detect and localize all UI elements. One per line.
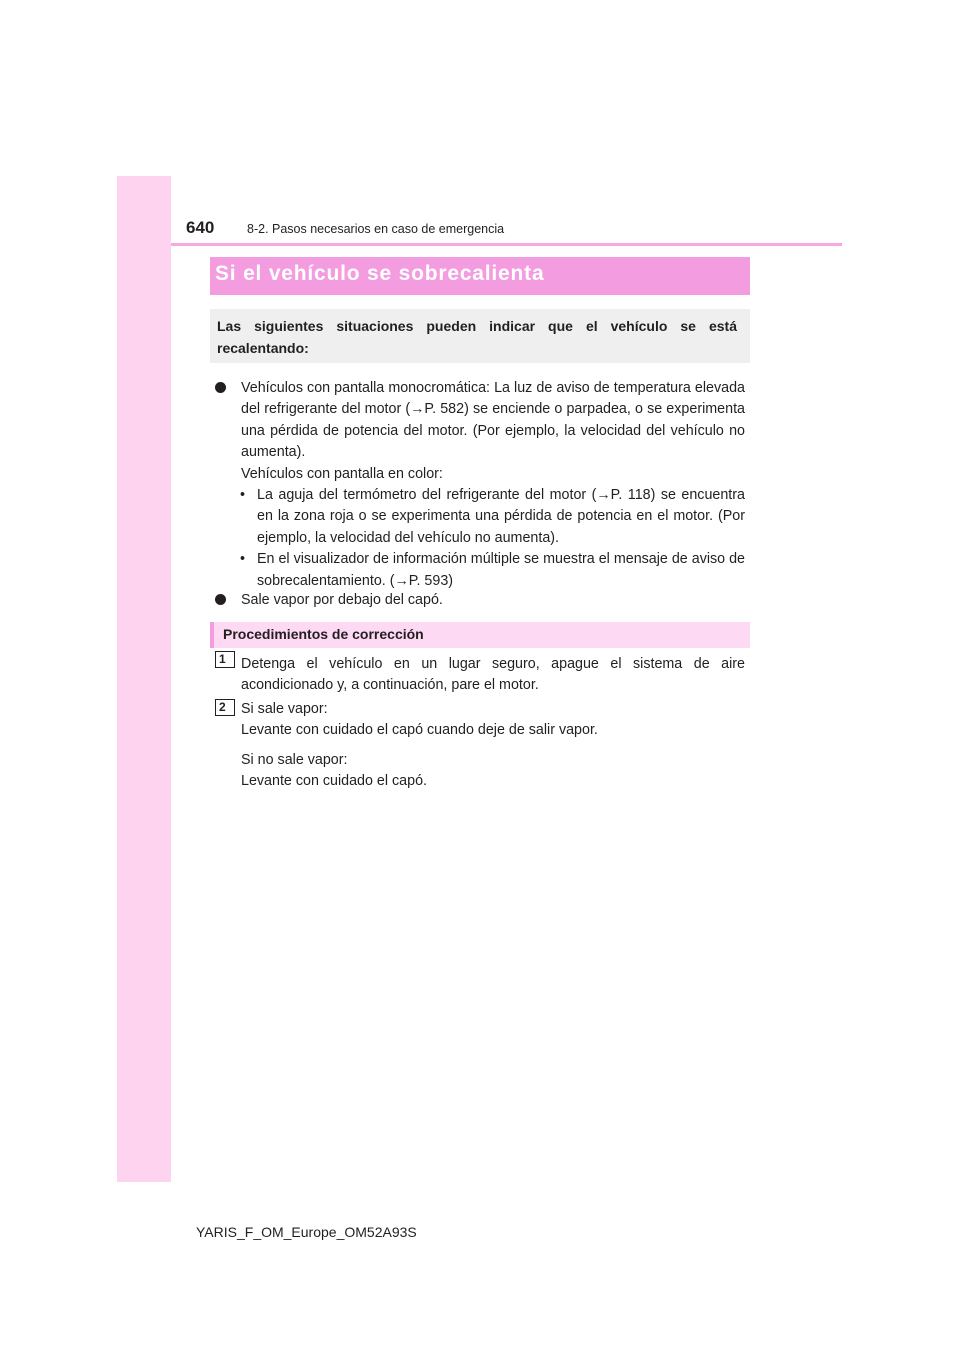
step-2-case-steam bbox=[241, 699, 745, 742]
symptom-text-mono: Vehículos con pantalla monocromática: La luz de aviso de temperatura elevada del refrigerante del motor (→P. 582) se enciende o parpadea, o se experimenta una pérdida de potencia del motor. (Por ejemplo, la velocidad del vehículo no aumenta). bbox=[241, 380, 745, 461]
bullet-icon bbox=[215, 378, 235, 400]
bullet-icon bbox=[215, 590, 235, 612]
symptom-subitem-message bbox=[240, 549, 745, 592]
sub-bullet-icon: • bbox=[240, 487, 246, 504]
section-title-bar bbox=[210, 257, 750, 295]
intro-text: Las siguientes situaciones pueden indicar que el vehículo se está recalentando: bbox=[217, 318, 737, 356]
sub-bullet-icon: • bbox=[240, 551, 246, 568]
step-2-case-no-steam bbox=[241, 750, 745, 793]
page-number: 640 bbox=[186, 218, 215, 237]
symptom-item-1 bbox=[215, 378, 745, 592]
symptom-subitem-text: La aguja del termómetro del refrigerante del motor (→P. 118) se encuentra en la zona roja o se experimenta una pérdida de potencia en el motor. (Por ejemplo, la velocidad del vehículo no aumenta). bbox=[257, 487, 745, 546]
step-number-1: 1 bbox=[215, 651, 235, 668]
symptom-item-2 bbox=[215, 590, 745, 611]
step-2-action: Levante con cuidado el capó cuando deje de salir vapor. bbox=[241, 722, 598, 739]
symptom-subitem-text: En el visualizador de información múltiple se muestra el mensaje de aviso de sobrecalentamiento. (→P. 593) bbox=[257, 551, 745, 589]
footer-doc-code: YARIS_F_OM_Europe_OM52A93S bbox=[196, 1224, 417, 1240]
step-2-condition: Si no sale vapor: bbox=[241, 752, 348, 768]
breadcrumb: 8-2. Pasos necesarios en caso de emergencia bbox=[247, 222, 505, 236]
section-title: Si el vehículo se sobrecalienta bbox=[215, 262, 545, 285]
step-number-2: 2 bbox=[215, 699, 235, 716]
step-2-action: Levante con cuidado el capó. bbox=[241, 773, 427, 790]
step-1-text: Detenga el vehículo en un lugar seguro, apague el sistema de aire acondicionado y, a continuación, pare el motor. bbox=[241, 656, 745, 694]
intro-box bbox=[210, 309, 750, 363]
step-2-condition: Si sale vapor: bbox=[241, 701, 328, 717]
symptom-subitem-needle bbox=[240, 485, 745, 549]
header-divider bbox=[171, 243, 842, 246]
symptom-text-steam: Sale vapor por debajo del capó. bbox=[241, 592, 443, 608]
procedures-heading: Procedimientos de corrección bbox=[223, 626, 424, 642]
procedures-heading-bar bbox=[210, 622, 750, 648]
symptom-text-color-heading: Vehículos con pantalla en color: bbox=[241, 465, 443, 482]
chapter-sidebar-tab bbox=[117, 176, 171, 1182]
